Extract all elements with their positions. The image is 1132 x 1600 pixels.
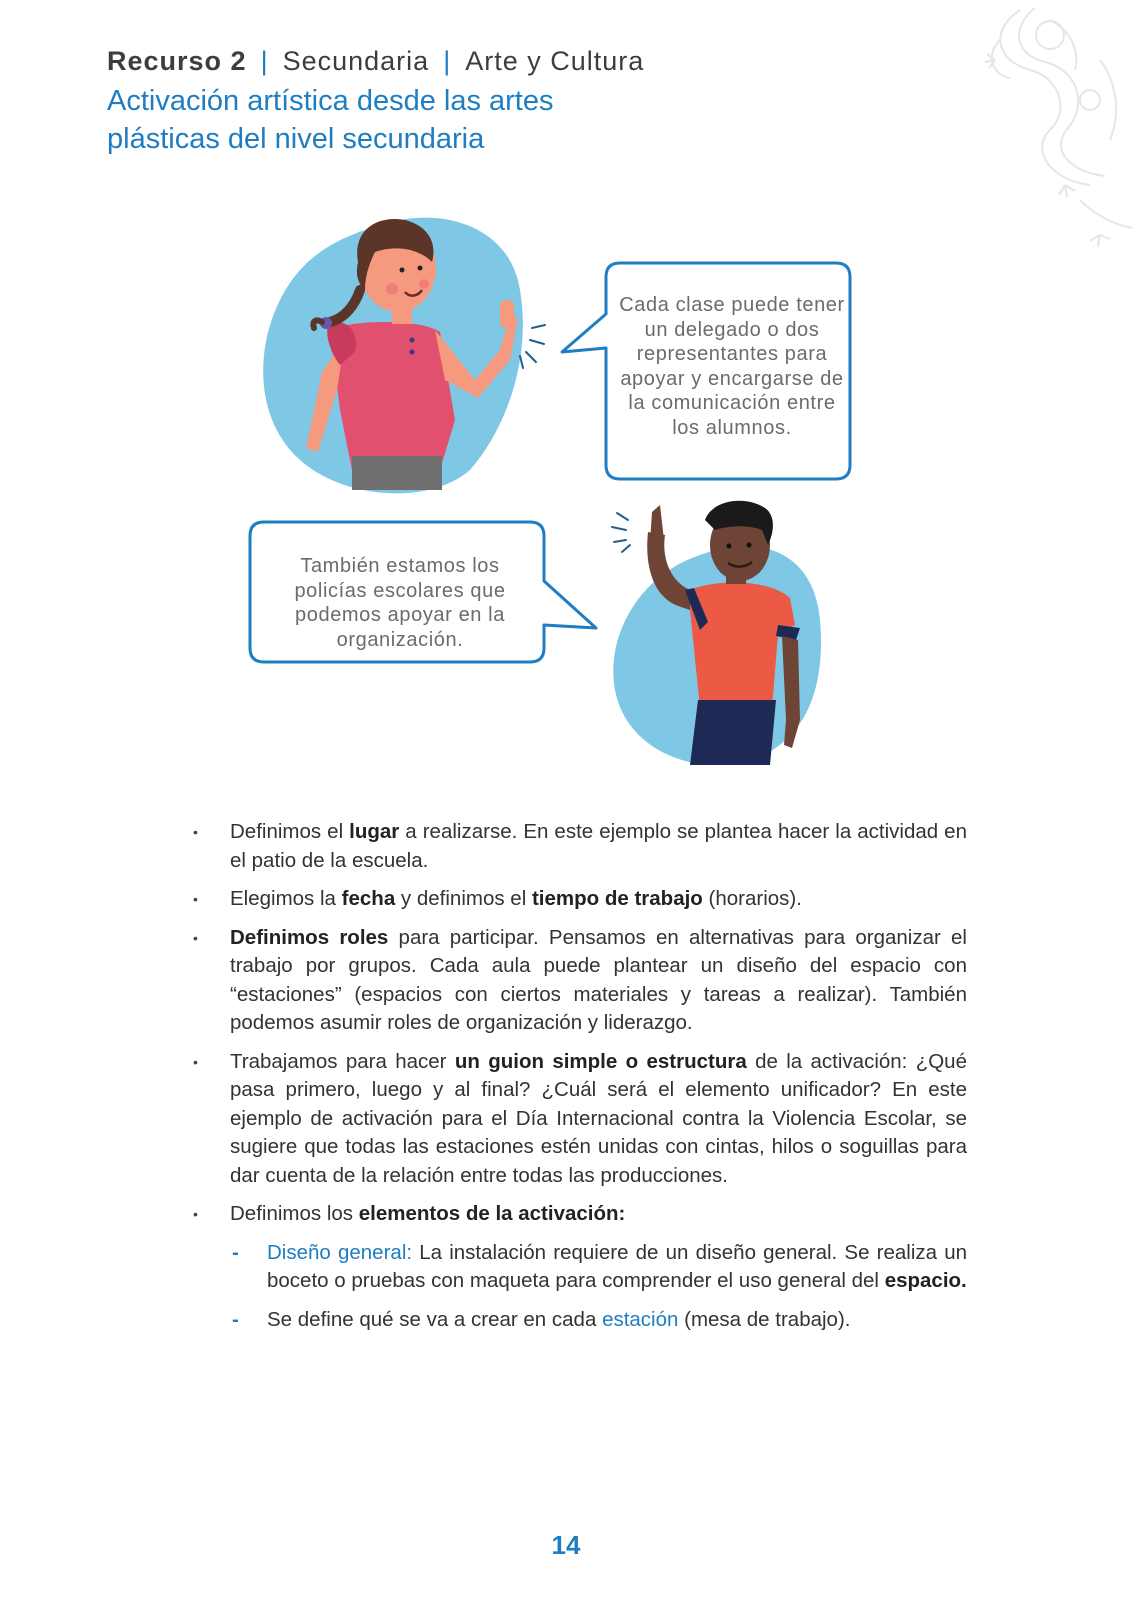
header-separator: | bbox=[260, 46, 269, 76]
item-bold: fecha bbox=[341, 887, 396, 910]
item-bold: un guion simple o estructura bbox=[454, 1049, 747, 1073]
item-text: a realizarse. En este ejemplo se plantea hacer la actividad en el patio de la escuela. bbox=[230, 820, 967, 872]
item-text: y definimos el bbox=[395, 887, 532, 910]
boy-character bbox=[612, 501, 821, 765]
item-text: (horarios). bbox=[702, 887, 802, 910]
item-bold: Definimos roles bbox=[230, 925, 389, 949]
item-bold: espacio. bbox=[884, 1269, 967, 1292]
girl-speech-text: Cada clase puede tener un delegado o dos representantes para apoyar y encargarse de la comunicación entre los alumnos. bbox=[619, 294, 845, 439]
sub-item-label: Diseño general: bbox=[267, 1240, 413, 1264]
list-item bbox=[193, 885, 967, 914]
boy-speech-text: También estamos los policías escolares que podemos apoyar en la organización. bbox=[294, 555, 506, 651]
level-label: Secundaria bbox=[282, 46, 430, 76]
item-text: Definimos el bbox=[230, 820, 350, 843]
list-item bbox=[193, 1200, 967, 1334]
item-bold: elementos de la activación: bbox=[358, 1202, 626, 1225]
list-item bbox=[193, 924, 967, 1038]
sub-list bbox=[230, 1239, 967, 1335]
page-number: 14 bbox=[551, 1530, 581, 1560]
resource-label: Recurso 2 bbox=[107, 46, 247, 76]
item-text: Definimos los bbox=[230, 1202, 359, 1225]
list-item bbox=[193, 818, 967, 875]
sub-list-item bbox=[230, 1239, 967, 1296]
header-separator: | bbox=[443, 46, 452, 76]
list-item bbox=[193, 1048, 967, 1191]
item-highlight: estación bbox=[602, 1307, 679, 1331]
item-bold: tiempo de trabajo bbox=[531, 887, 703, 910]
area-label: Arte y Cultura bbox=[465, 46, 645, 76]
dash-marker: - bbox=[232, 1240, 239, 1264]
sub-list-item bbox=[230, 1306, 967, 1335]
item-bold: lugar bbox=[349, 820, 400, 843]
dash-marker: - bbox=[232, 1307, 239, 1331]
steps-list bbox=[193, 818, 967, 1344]
item-text: Elegimos la bbox=[230, 887, 342, 910]
bullet-marker: • bbox=[193, 891, 198, 907]
item-text: La instalación requiere de un diseño general. Se realiza un boceto o pruebas con maqueta para comprender el uso general del bbox=[267, 1240, 968, 1292]
item-text: Se define qué se va a crear en cada bbox=[267, 1307, 603, 1331]
bullet-marker: • bbox=[193, 824, 198, 840]
page-title: Activación artística desde las artes plásticas del nivel secundaria bbox=[107, 85, 554, 155]
item-text: de la activación: ¿Qué pasa primero, luego y al final? ¿Cuál será el elemento unificador? En este ejemplo de activación para el Día Internacional contra la Violencia Escolar, se sugiere que todas las estaciones estén unidas con cintas, hilos o soguillas para dar cuenta de la relación entre todas las producciones. bbox=[230, 1049, 967, 1187]
bullet-marker: • bbox=[193, 929, 198, 946]
bullet-marker: • bbox=[193, 1053, 198, 1070]
item-text: Trabajamos para hacer bbox=[230, 1049, 455, 1073]
girl-character bbox=[263, 218, 545, 494]
item-text: (mesa de trabajo). bbox=[678, 1307, 851, 1331]
bullet-marker: • bbox=[193, 1206, 198, 1222]
item-text: para participar. Pensamos en alternativas para organizar el trabajo por grupos. Cada aula puede plantear un diseño del espacio con “estaciones” (espacios con ciertos materiales y tareas a realizar). También podemos asumir roles de organización y liderazgo. bbox=[230, 925, 967, 1034]
